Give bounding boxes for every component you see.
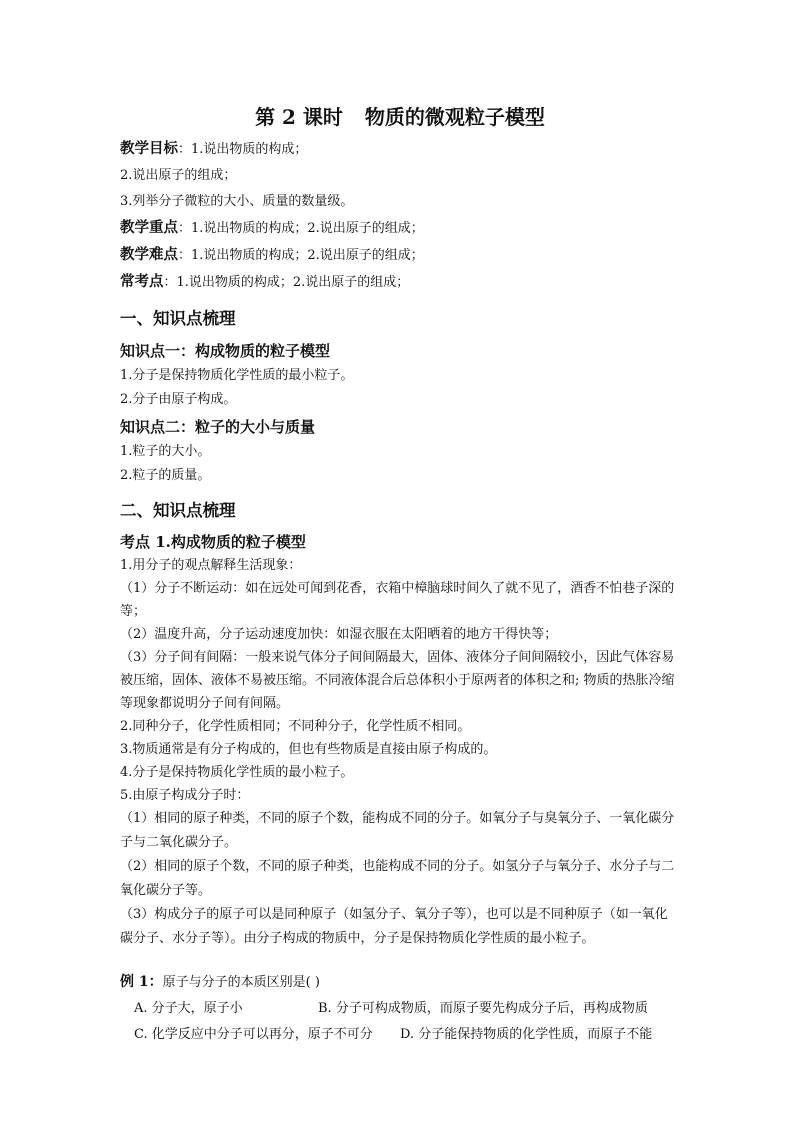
difficult-points-line [120,242,680,269]
exam-point-1-heading: 考点 1.构成物质的粒子模型 [120,533,306,551]
exam-line-5: 2.同种分子，化学性质相同；不同种分子，化学性质不相同。 [120,719,471,734]
exam-line-7: 4.分子是保持物质化学性质的最小粒子。 [120,765,354,780]
difficult-points-label: 教学难点 [120,246,178,263]
exam-line-8: 5.由原子构成分子时： [120,788,250,803]
option-d: D. 分子能保持物质的化学性质，而原子不能 [400,1027,653,1042]
goals-line-2: 2.说出原子的组成； [120,168,237,183]
kp2-item-1: 1.粒子的大小。 [120,444,211,459]
section1-heading: 一、知识点梳理 [120,309,236,328]
exam-line-11: （3）构成分子的原子可以是同种原子（如氢分子、氧分子等），也可以是不同种原子（如一氧化碳分子、水分子等）。由分子构成的物质中，分子是保持物质化学性质的最小粒子。 [120,907,668,946]
exam-line-3: （2）温度升高，分子运动速度加快：如湿衣服在太阳晒着的地方干得快等； [120,627,558,642]
document-page [120,100,680,1048]
example-1-text: 原子与分子的本质区别是( ) [162,975,320,990]
exam-line-4: （3）分子间有间隔：一般来说气体分子间间隔最大，固体、液体分子间间隔较小，因此气体容易被压缩，固体、液体不易被压缩。不同液体混合后总体积小于原两者的体积之和; 物质的热胀冷缩等现象都说明分子间有间隔。 [120,650,675,711]
goals-label: 教学目标 [120,140,178,157]
goals-line-1 [120,136,680,163]
key-points-line [120,215,680,242]
key-points-text: ：1.说出物质的构成；2.说出原子的组成； [178,221,424,236]
options-row-1 [120,996,680,1022]
common-points-line [120,269,680,296]
exam-line-9: （1）相同的原子种类，不同的原子个数，能构成不同的分子。如氧分子与臭氧分子、一氧化碳分子与二氧化碳分子。 [120,811,675,850]
common-points-text: ：1.说出物质的构成；2.说出原子的组成； [163,275,410,290]
kp1-heading: 知识点一：构成物质的粒子模型 [120,342,331,360]
exam-line-10: （2）相同的原子个数，不同的原子种类，也能构成不同的分子。如氢分子与氧分子、水分子与二氧化碳分子等。 [120,859,675,898]
example-1-question [120,969,680,996]
option-b: B. 分子可构成物质，而原子要先构成分子后，再构成物质 [318,1001,648,1016]
exam-line-6: 3.物质通常是有分子构成的，但也有些物质是直接由原子构成的。 [120,742,497,757]
exam-line-1: 1.用分子的观点解释生活现象： [120,558,302,573]
title-lesson: 第 2 课时 [255,105,343,129]
title-topic: 物质的微观粒子模型 [364,105,545,129]
key-points-label: 教学重点 [120,219,178,236]
example-1-label: 例 1： [120,974,163,990]
page-title [120,100,680,134]
section2-heading: 二、知识点梳理 [120,501,236,520]
kp1-item-2: 2.分子由原子构成。 [120,392,237,407]
option-a: A. 分子大，原子小 [134,1001,243,1016]
kp2-item-2: 2.粒子的质量。 [120,468,211,483]
kp2-heading: 知识点二：粒子的大小与质量 [120,418,316,436]
kp1-item-1: 1.分子是保持物质化学性质的最小粒子。 [120,368,354,383]
goals-line-3: 3.列举分子微粒的大小、质量的数量级。 [120,194,354,209]
option-c: C. 化学反应中分子可以再分，原子不可分 [134,1027,373,1042]
difficult-points-text: ：1.说出物质的构成；2.说出原子的组成； [178,248,424,263]
goals-text-1: ：1.说出物质的构成； [178,142,308,157]
common-points-label: 常考点 [120,273,164,290]
options-row-2 [120,1022,680,1048]
exam-line-2: （1）分子不断运动：如在远处可闻到花香，衣箱中樟脑球时间久了就不见了，酒香不怕巷子深的等； [120,581,675,619]
